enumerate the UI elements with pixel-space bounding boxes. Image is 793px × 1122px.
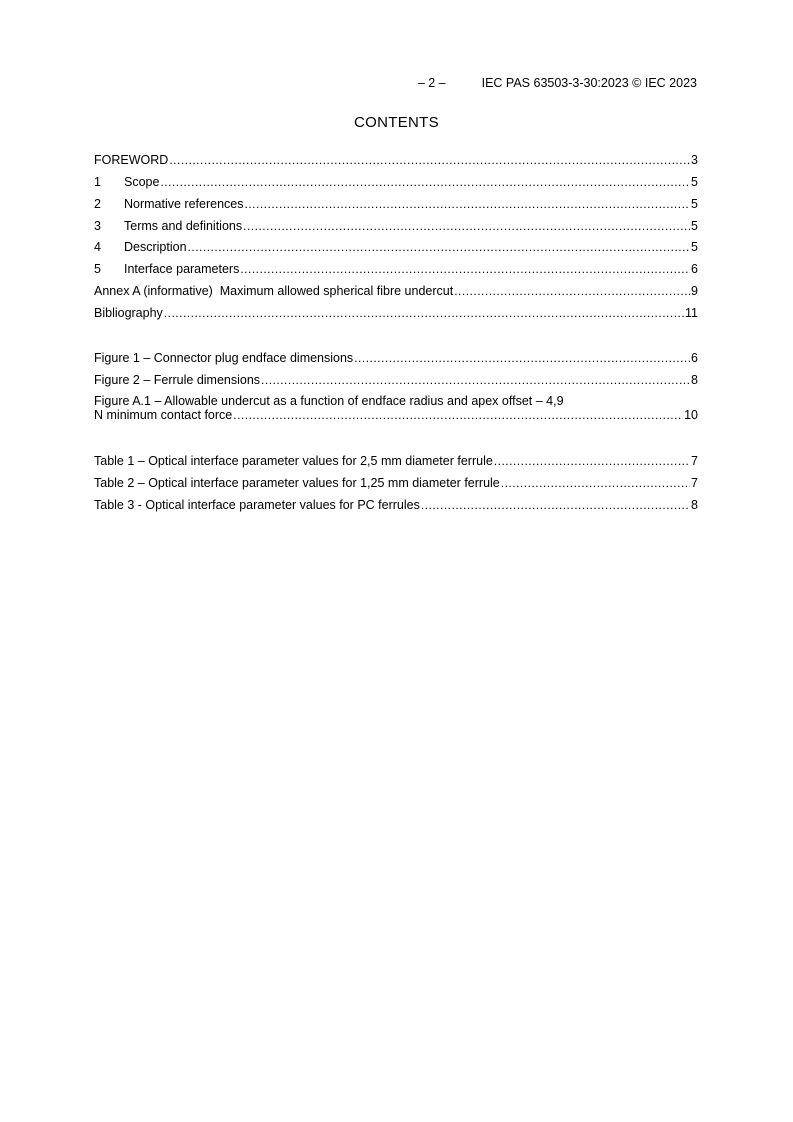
toc-leader-dots (243, 219, 690, 233)
toc-entry-page: 7 (691, 475, 698, 490)
toc-leader-dots (240, 262, 690, 276)
toc-entry-title: Normative references (124, 196, 244, 211)
toc-entry-annex-a[interactable] (94, 276, 698, 298)
document-id: IEC PAS 63503-3-30:2023 © IEC 2023 (481, 76, 697, 90)
toc-figures-list (94, 343, 698, 422)
toc-entry-scope[interactable] (94, 167, 698, 189)
toc-entry-title: Scope (124, 174, 160, 189)
toc-entry-title: Interface parameters (124, 262, 240, 277)
toc-entry-page: 8 (691, 372, 698, 387)
toc-leader-dots (454, 284, 690, 298)
toc-entry-page: 5 (691, 218, 698, 233)
toc-main-list (94, 145, 698, 320)
toc-entry-bibliography[interactable] (94, 298, 698, 320)
toc-entry-page: 6 (691, 262, 698, 277)
toc-entry-title-line-1: Figure A.1 – Allowable undercut as a function of endface radius and apex offset – 4,9 (94, 393, 564, 408)
toc-entry-page: 3 (691, 152, 698, 167)
toc-entry-title: Table 3 - Optical interface parameter values for PC ferrules (94, 497, 420, 512)
toc-entry-figure-2[interactable] (94, 365, 698, 387)
toc-leader-dots (233, 408, 683, 422)
toc-entry-description[interactable] (94, 233, 698, 255)
toc-entry-page: 8 (691, 497, 698, 512)
toc-leader-dots (245, 197, 691, 211)
toc-entry-number: 5 (94, 262, 101, 277)
toc-entry-number: 3 (94, 218, 101, 233)
toc-entry-title: Annex A (informative) Maximum allowed spherical fibre undercut (94, 284, 454, 299)
toc-entry-figure-a1[interactable] (94, 387, 698, 422)
toc-entry-number: 2 (94, 196, 101, 211)
toc-leader-dots (494, 454, 690, 468)
toc-entry-title: Table 1 – Optical interface parameter values for 2,5 mm diameter ferrule (94, 453, 493, 468)
toc-leader-dots (501, 476, 690, 490)
toc-entry-terms-definitions[interactable] (94, 211, 698, 233)
contents-title: CONTENTS (354, 114, 439, 131)
toc-entry-table-2[interactable] (94, 468, 698, 490)
toc-entry-page: 11 (685, 306, 698, 321)
toc-leader-dots (354, 351, 690, 365)
toc-entry-page: 10 (684, 407, 698, 422)
page-number: – 2 – (417, 76, 446, 90)
toc-entry-figure-1[interactable] (94, 343, 698, 365)
toc-entry-page: 5 (691, 174, 698, 189)
toc-entry-title: Figure 1 – Connector plug endface dimensions (94, 350, 354, 365)
toc-leader-dots (421, 498, 690, 512)
toc-entry-normative-references[interactable] (94, 189, 698, 211)
toc-entry-title: Figure 2 – Ferrule dimensions (94, 372, 261, 387)
toc-entry-table-1[interactable] (94, 446, 698, 468)
toc-entry-page: 5 (691, 240, 698, 255)
toc-leader-dots (188, 240, 691, 254)
toc-entry-page: 6 (691, 350, 698, 365)
toc-entry-page: 7 (691, 453, 698, 468)
toc-entry-title: FOREWORD (94, 152, 169, 167)
toc-entry-last-line (94, 408, 698, 422)
toc-leader-dots (160, 175, 690, 189)
toc-leader-dots (261, 373, 690, 387)
toc-tables-list (94, 446, 698, 512)
toc-entry-title: Terms and definitions (124, 218, 243, 233)
toc-leader-dots (169, 153, 690, 167)
toc-entry-title: Table 2 – Optical interface parameter values for 1,25 mm diameter ferrule (94, 475, 500, 490)
toc-leader-dots (164, 306, 684, 320)
page-header (418, 76, 697, 90)
toc-entry-table-3[interactable] (94, 490, 698, 512)
toc-entry-title-line-2: N minimum contact force (94, 407, 233, 422)
toc-entry-interface-parameters[interactable] (94, 254, 698, 276)
toc-entry-number: 1 (94, 174, 101, 189)
toc-entry-page: 9 (691, 284, 698, 299)
toc-entry-page: 5 (691, 196, 698, 211)
toc-entry-title: Bibliography (94, 306, 163, 321)
toc-entry-foreword[interactable] (94, 145, 698, 167)
toc-entry-title: Description (124, 240, 187, 255)
toc-entry-number: 4 (94, 240, 101, 255)
